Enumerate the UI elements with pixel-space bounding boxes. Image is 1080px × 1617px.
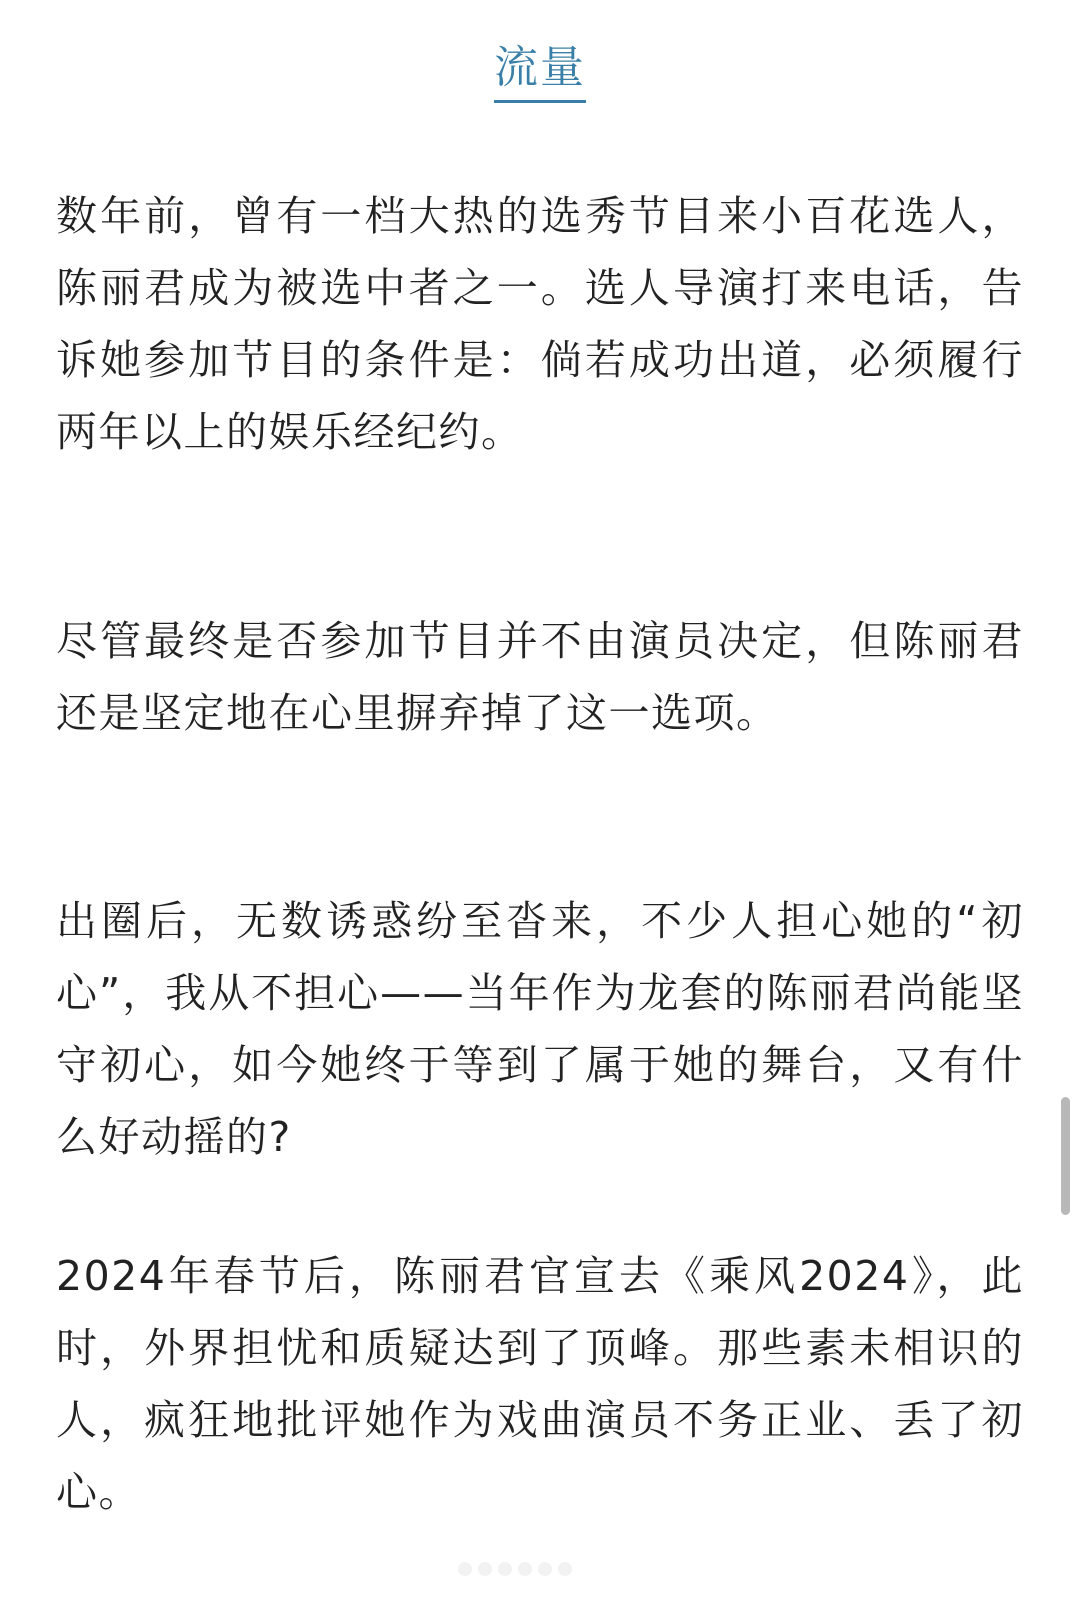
paragraph-4: 2024年春节后，陈丽君官宣去《乘风2024》，此时，外界担忧和质疑达到了顶峰。那些素未相识的人，疯狂地批评她作为戏曲演员不务正业、丢了初心。 [56,1252,1024,1516]
paragraph-1: 数年前，曾有一档大热的选秀节目来小百花选人，陈丽君成为被选中者之一。选人导演打来电话，告诉她参加节目的条件是：倘若成功出道，必须履行两年以上的娱乐经纪约。 [56,192,1024,456]
section-title: 流量 [494,38,586,103]
paragraph-2: 尽管最终是否参加节目并不由演员决定，但陈丽君还是坚定地在心里摒弃掉了这一选项。 [56,617,1024,737]
scrollbar-thumb[interactable] [1061,1097,1070,1215]
watermark-icon [458,1555,598,1583]
paragraph-3: 出圈后，无数诱惑纷至沓来，不少人担心她的“初心”，我从不担心——当年作为龙套的陈丽君尚能坚守初心，如今她终于等到了属于她的舞台，又有什么好动摇的? [56,897,1024,1161]
section-title-container [0,38,1080,103]
